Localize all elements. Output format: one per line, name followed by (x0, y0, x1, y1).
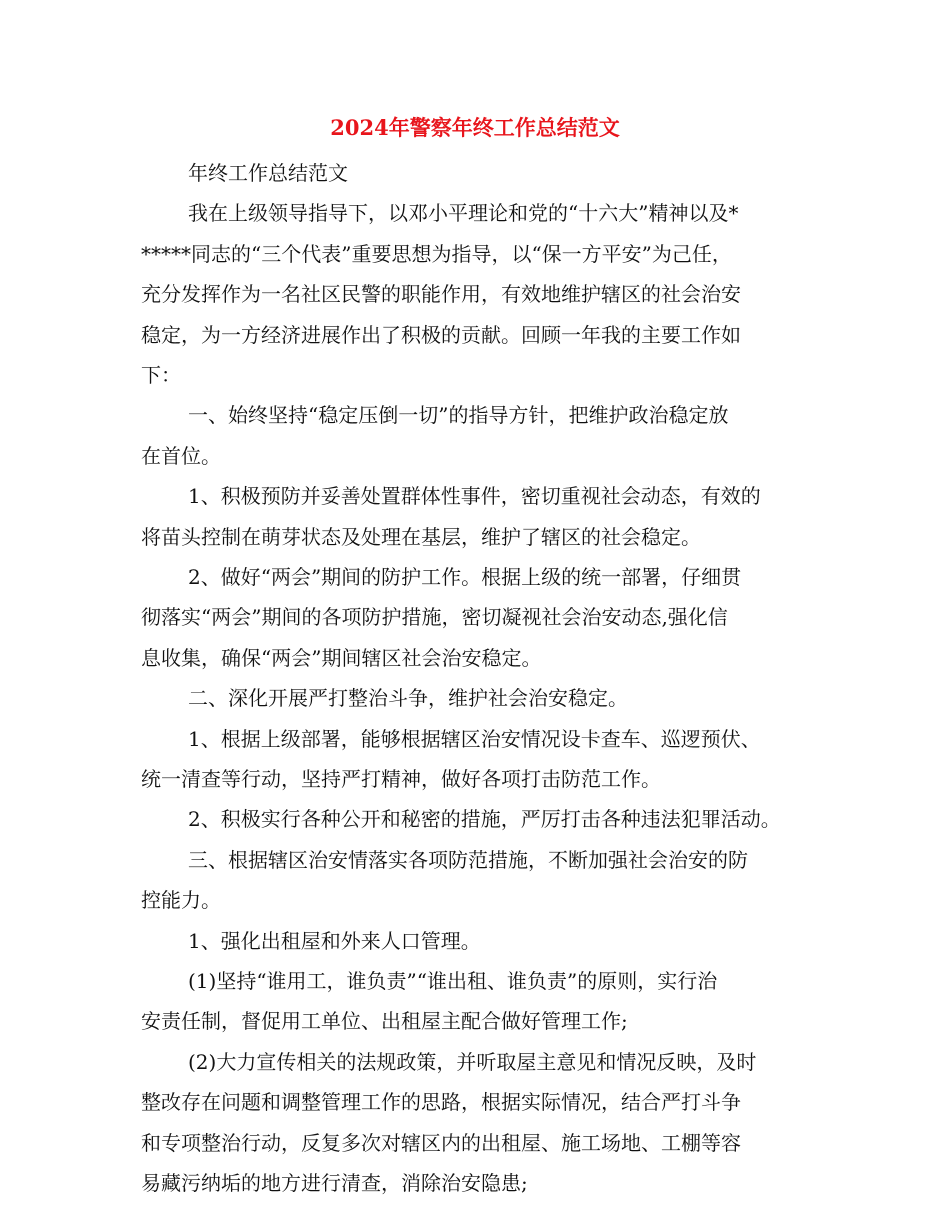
text-line: (1)坚持“谁用工，谁负责”“谁出租、谁负责”的原则，实行治 (188, 969, 718, 993)
text-line: 1、根据上级部署，能够根据辖区治安情况设卡查车、巡逻预伏、 (188, 726, 761, 751)
text-line: 三、根据辖区治安情落实各项防范措施，不断加强社会治安的防 (188, 847, 748, 872)
text-line: 在首位。 (141, 443, 221, 468)
text-line: (2)大力宣传相关的法规政策，并听取屋主意见和情况反映，及时 (188, 1049, 757, 1074)
text-line: 1、强化出租屋和外来人口管理。 (188, 928, 481, 953)
text-line: 我在上级领导指导下，以邓小平理论和党的“十六大”精神以及* (188, 201, 739, 226)
document-title: 2024年警察年终工作总结范文 (330, 115, 620, 140)
text-line: 1、积极预防并妥善处置群体性事件，密切重视社会动态，有效的 (188, 484, 761, 509)
text-line: 年终工作总结范文 (188, 161, 348, 185)
text-line: 一、始终坚持“稳定压倒一切”的指导方针，把维护政治稳定放 (188, 403, 729, 428)
text-line: 统一清查等行动，坚持严打精神，做好各项打击防范工作。 (141, 767, 661, 791)
text-line: 2、做好“两会”期间的防护工作。根据上级的统一部署，仔细贯 (188, 565, 742, 589)
text-line: 二、深化开展严打整治斗争，维护社会治安稳定。 (188, 686, 628, 711)
text-line: 安责任制，督促用工单位、出租屋主配合做好管理工作; (141, 1009, 628, 1034)
text-line: 易藏污纳垢的地方进行清查，消除治安隐患; (141, 1171, 528, 1195)
text-line: 稳定，为一方经济进展作出了积极的贡献。回顾一年我的主要工作如 (141, 322, 741, 347)
text-line: 2、积极实行各种公开和秘密的措施，严厉打击各种违法犯罪活动。 (188, 807, 781, 832)
text-line: *****同志的“三个代表”重要思想为指导，以“保一方平安”为己任， (141, 241, 732, 266)
text-line: 和专项整治行动，反复多次对辖区内的出租屋、施工场地、工棚等容 (141, 1130, 741, 1155)
text-line: 控能力。 (141, 888, 221, 913)
text-line: 整改存在问题和调整管理工作的思路，根据实际情况，结合严打斗争 (141, 1090, 741, 1115)
text-line: 下： (141, 363, 181, 387)
text-line: 将苗头控制在萌芽状态及处理在基层，维护了辖区的社会稳定。 (141, 524, 701, 549)
text-line: 彻落实“两会”期间的各项防护措施，密切凝视社会治安动态,强化信 (141, 605, 728, 630)
text-line: 息收集，确保“两会”期间辖区社会治安稳定。 (141, 645, 542, 670)
text-line: 充分发挥作为一名社区民警的职能作用，有效地维护辖区的社会治安 (141, 282, 741, 307)
